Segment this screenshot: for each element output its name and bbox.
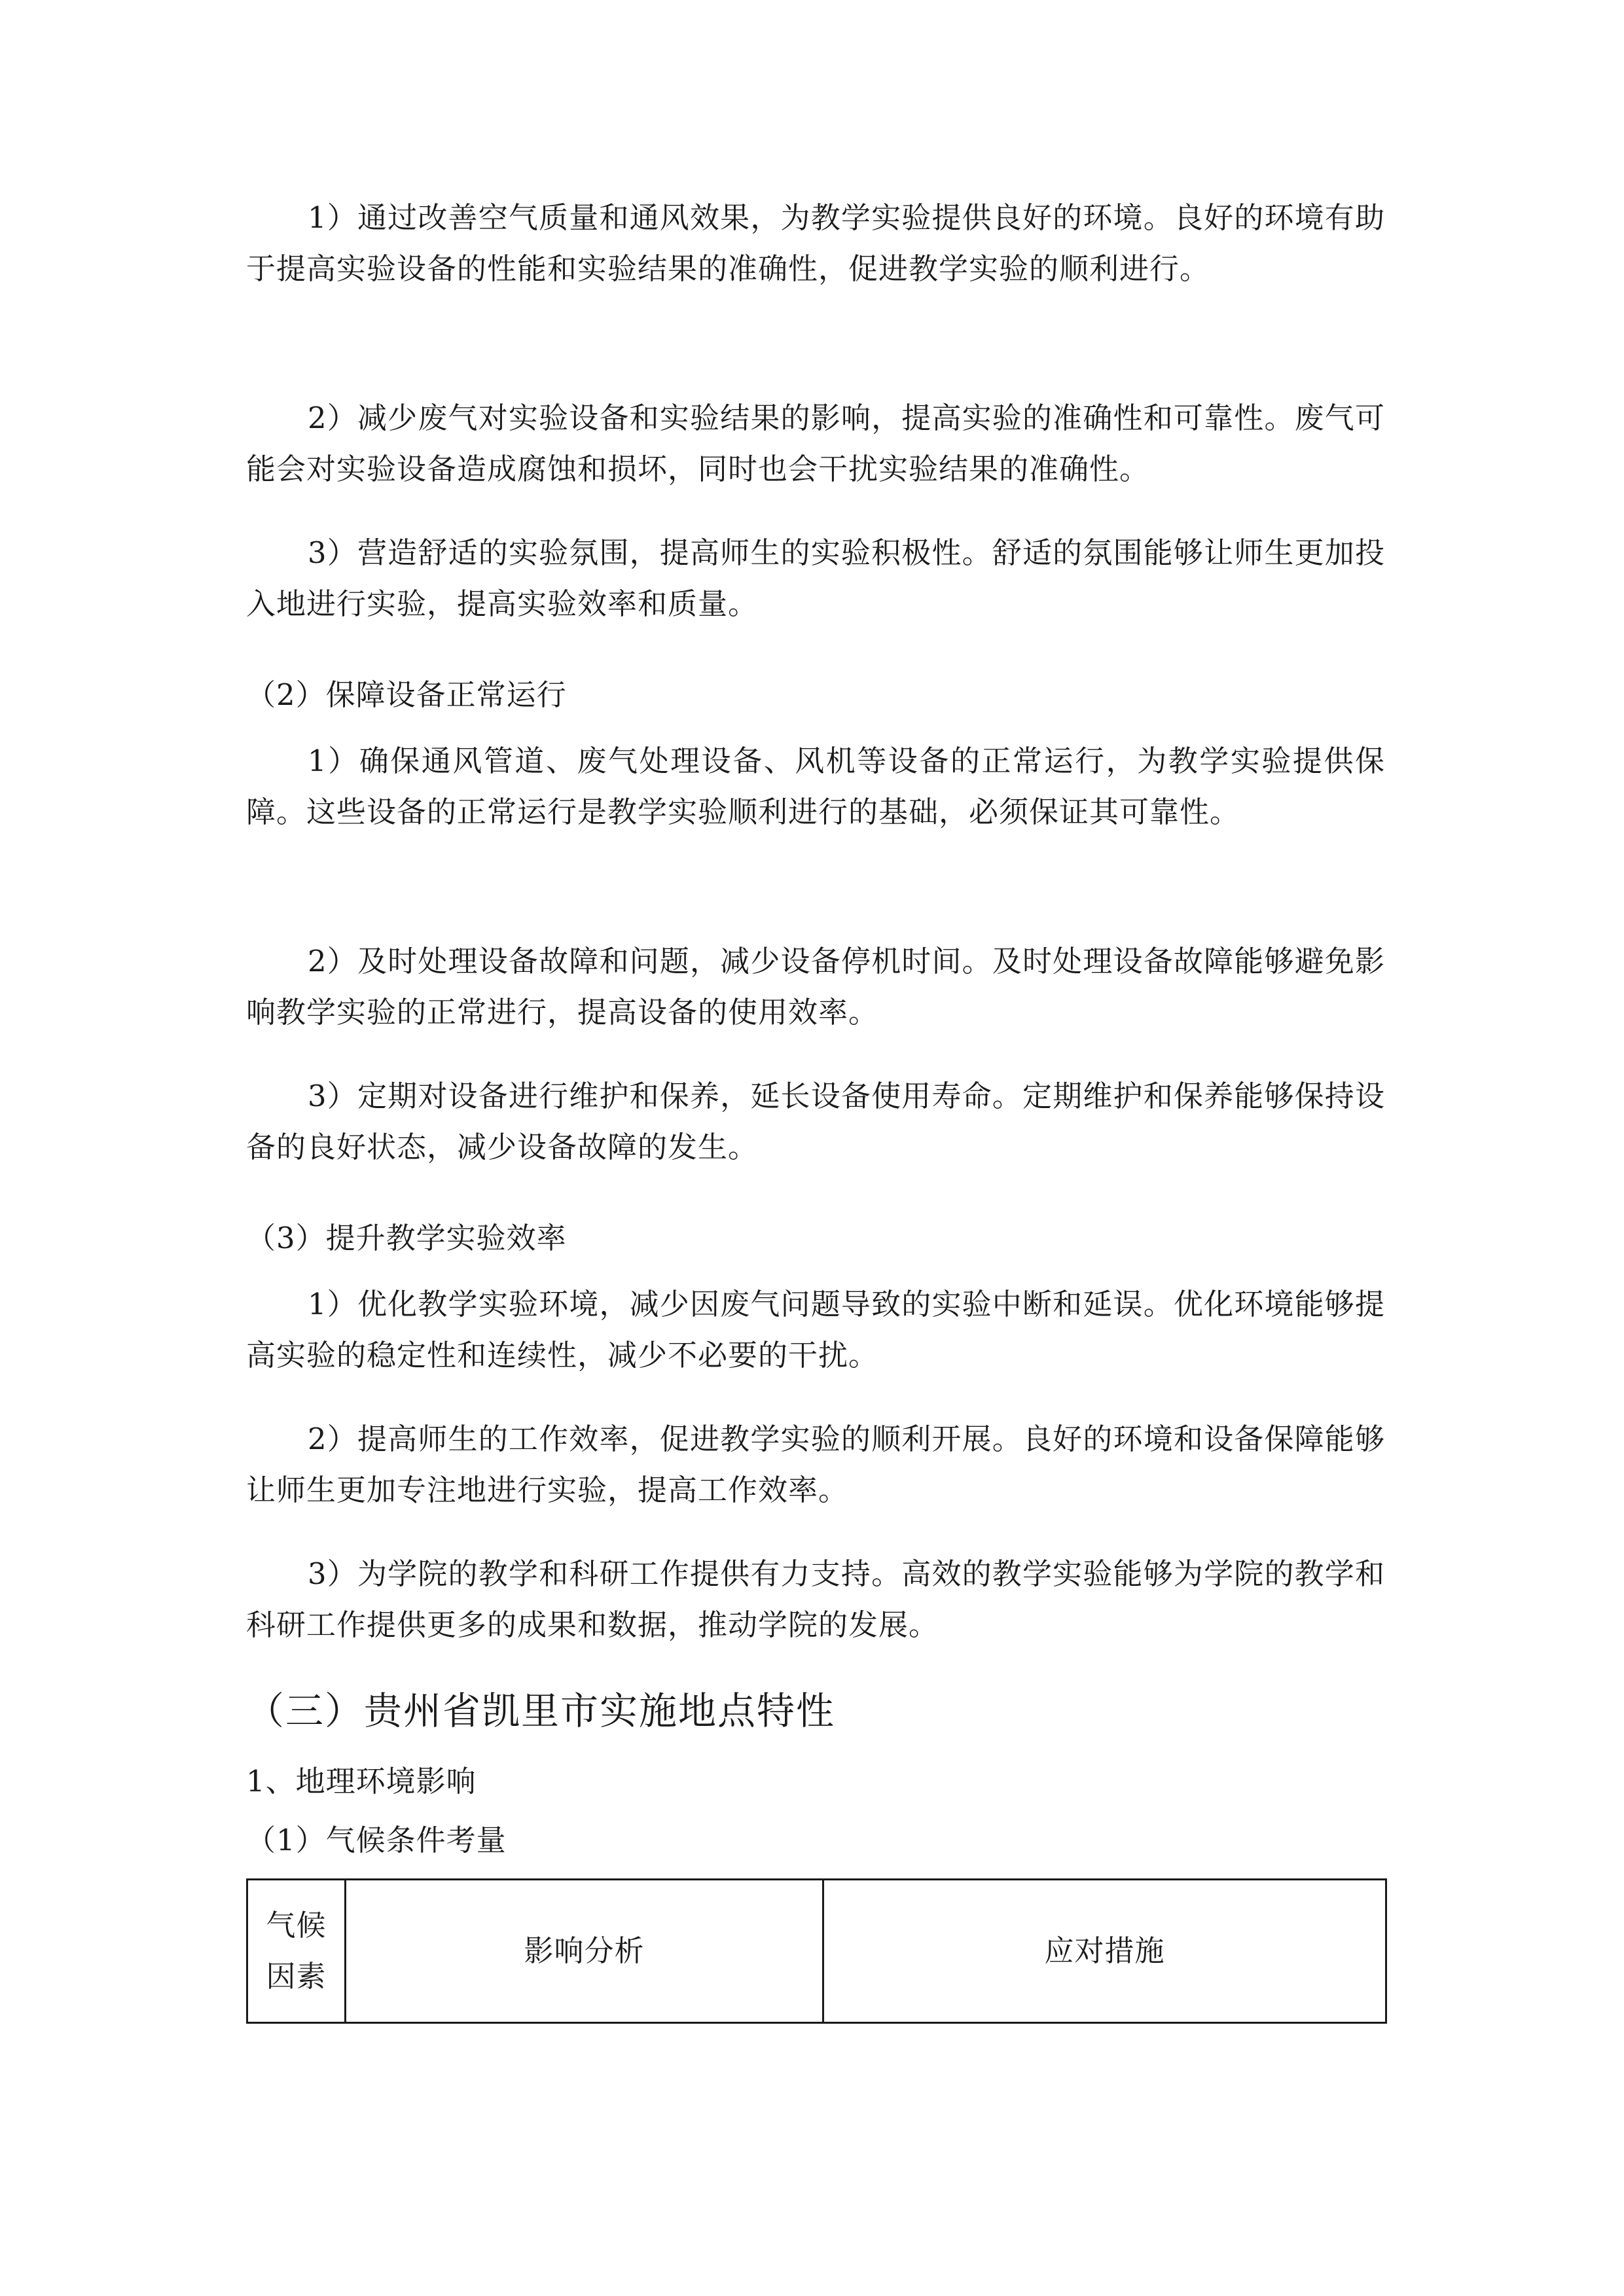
header-countermeasures: 应对措施	[823, 1880, 1386, 2023]
header-climate-factor: 气候因素	[247, 1880, 346, 2023]
paragraph-2-2-item-1: 1）确保通风管道、废气处理设备、风机等设备的正常运行，为教学实验提供保障。这些设备的正常运行是教学实验顺利进行的基础，必须保证其可靠性。	[246, 744, 1385, 829]
subheading-2-3: （3）提升教学实验效率	[246, 1221, 567, 1255]
paragraph-2-3-item-3: 3）为学院的教学和科研工作提供有力支持。高效的教学实验能够为学院的教学和科研工作提供更多的成果和数据，推动学院的发展。	[246, 1556, 1385, 1642]
subheading-2-2: （2）保障设备正常运行	[246, 677, 567, 712]
climate-table	[246, 1878, 1387, 2024]
header-impact-analysis: 影响分析	[346, 1880, 823, 2023]
paragraph-2-1-item-3: 3）营造舒适的实验氛围，提高师生的实验积极性。舒适的氛围能够让师生更加投入地进行实验，提高实验效率和质量。	[246, 535, 1385, 621]
paragraph-2-1-item-2: 2）减少废气对实验设备和实验结果的影响，提高实验的准确性和可靠性。废气可能会对实验设备造成腐蚀和损坏，同时也会干扰实验结果的准确性。	[246, 401, 1385, 486]
table-header-row	[247, 1880, 1386, 2023]
subheading-climate: （1）气候条件考量	[246, 1823, 507, 1857]
paragraph-2-2-item-3: 3）定期对设备进行维护和保养，延长设备使用寿命。定期维护和保养能够保持设备的良好状态，减少设备故障的发生。	[246, 1079, 1385, 1164]
section-title: （三）贵州省凯里市实施地点特性	[246, 1689, 836, 1733]
paragraph-2-3-item-1: 1）优化教学实验环境，减少因废气问题导致的实验中断和延误。优化环境能够提高实验的稳定性和连续性，减少不必要的干扰。	[246, 1287, 1385, 1372]
paragraph-2-1-item-1: 1）通过改善空气质量和通风效果，为教学实验提供良好的环境。良好的环境有助于提高实验设备的性能和实验结果的准确性，促进教学实验的顺利进行。	[246, 200, 1385, 286]
paragraph-2-2-item-2: 2）及时处理设备故障和问题，减少设备停机时间。及时处理设备故障能够避免影响教学实验的正常进行，提高设备的使用效率。	[246, 944, 1385, 1030]
subheading-geography: 1、地理环境影响	[246, 1764, 477, 1799]
paragraph-2-3-item-2: 2）提高师生的工作效率，促进教学实验的顺利开展。良好的环境和设备保障能够让师生更加专注地进行实验，提高工作效率。	[246, 1422, 1385, 1507]
